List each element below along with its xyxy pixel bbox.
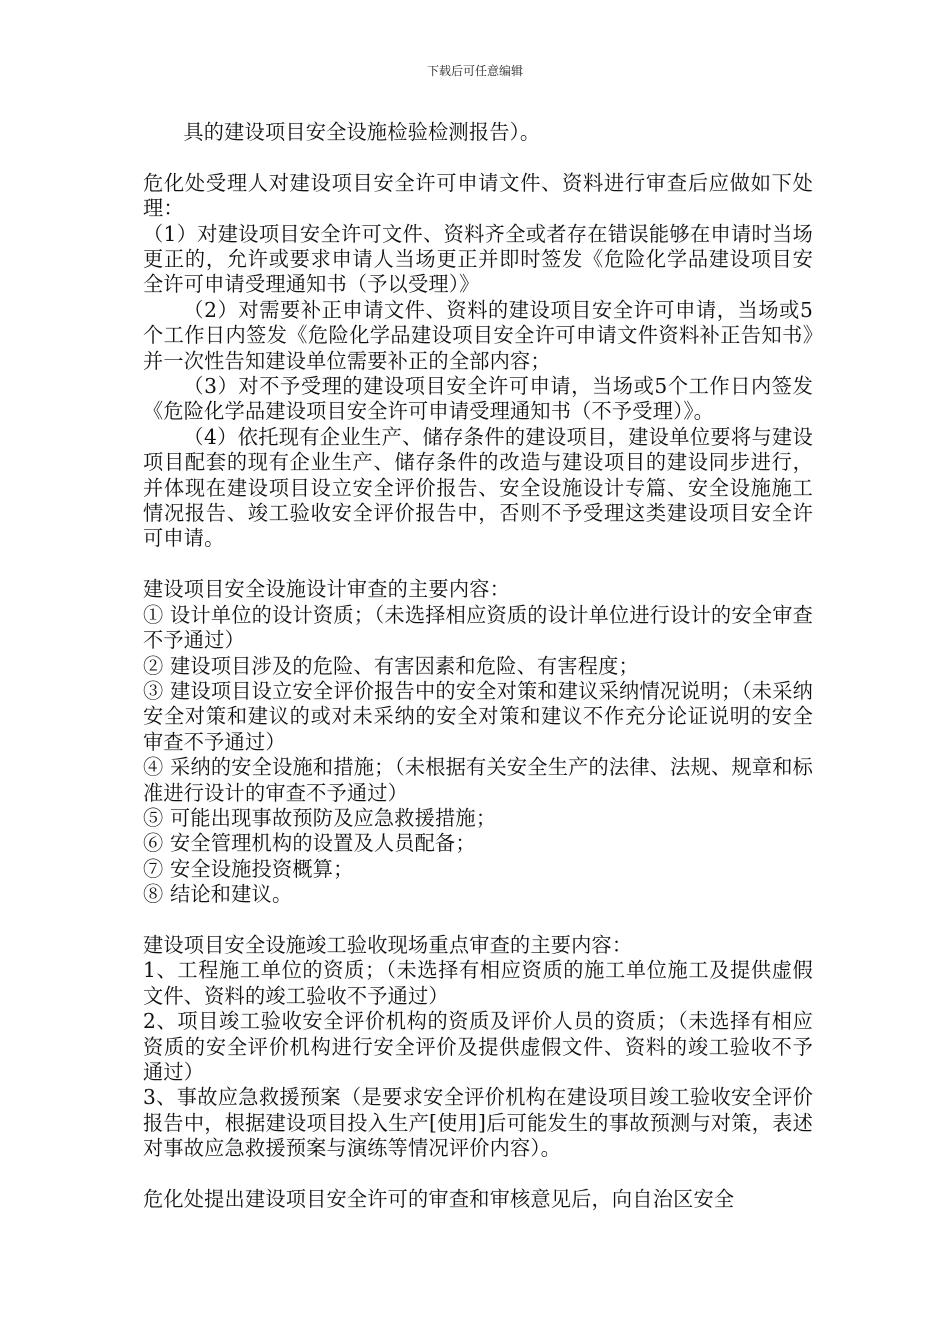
processing-item-1: （1）对建设项目安全许可文件、资料齐全或者存在错误能够在申请时当场更正的，允许或要求申请人当场更正并即时签发《危险化学品建设项目安全许可申请受理通知书（予以受理）》 bbox=[143, 221, 813, 297]
design-review-item-4: ④ 采纳的安全设施和措施；（未根据有关安全生产的法律、法规、规章和标准进行设计的审查不予通过） bbox=[143, 755, 813, 805]
paragraph-spacer bbox=[143, 145, 813, 170]
closing-paragraph: 危化处提出建设项目安全许可的审查和审核意见后，向自治区安全 bbox=[143, 1187, 735, 1211]
paragraph-spacer bbox=[143, 908, 813, 933]
processing-item-2: （2）对需要补正申请文件、资料的建设项目安全许可申请，当场或5个工作日内签发《危险化学品建设项目安全许可申请文件资料补正告知书》并一次性告知建设单位需要补正的全部内容； bbox=[143, 297, 813, 373]
processing-item-3: （3）对不予受理的建设项目安全许可申请，当场或5个工作日内签发《危险化学品建设项目安全许可申请受理通知书（不予受理）》。 bbox=[143, 374, 813, 424]
intro-paragraph-tail: 具的建设项目安全设施检验检测报告）。 bbox=[183, 120, 541, 144]
design-review-item-7: ⑦ 安全设施投资概算； bbox=[143, 856, 354, 881]
design-review-item-6: ⑥ 安全管理机构的设置及人员配备； bbox=[143, 831, 476, 856]
design-review-item-1: ① 设计单位的设计资质；（未选择相应资质的设计单位进行设计的安全审查不予通过） bbox=[143, 602, 813, 653]
design-review-item-5: ⑤ 可能出现事故预防及应急救援措施； bbox=[143, 805, 497, 830]
design-review-item-8: ⑧ 结论和建议。 bbox=[143, 882, 293, 907]
completion-review-item-3: 3、事故应急救援预案（是要求安全评价机构在建设项目竣工验收安全评价报告中，根据建设项目投入生产[使用]后可能发生的事故预测与对策，表述对事故应急救援预案与演练等情况评价内容）。 bbox=[143, 1085, 813, 1161]
page-header: 下载后可任意编辑 bbox=[426, 64, 523, 78]
paragraph-spacer bbox=[143, 552, 813, 577]
processing-lead-paragraph: 危化处受理人对建设项目安全许可申请文件、资料进行审查后应做如下处理： bbox=[143, 170, 813, 221]
completion-review-item-2: 2、项目竣工验收安全评价机构的资质及评价人员的资质；（未选择有相应资质的安全评价机构进行安全评价及提供虚假文件、资料的竣工验收不予通过） bbox=[143, 1009, 813, 1084]
paragraph-spacer bbox=[143, 1162, 813, 1187]
design-review-item-2: ② 建设项目涉及的危险、有害因素和危险、有害程度； bbox=[143, 653, 639, 678]
document-body bbox=[143, 120, 813, 1212]
design-review-item-3: ③ 建设项目设立安全评价报告中的安全对策和建议采纳情况说明；（未采纳安全对策和建议的或对未采纳的安全对策和建议不作充分论证说明的安全审查不予通过） bbox=[143, 678, 813, 754]
design-review-heading: 建设项目安全设施设计审查的主要内容： bbox=[143, 577, 510, 602]
completion-review-item-1: 1、工程施工单位的资质；（未选择有相应资质的施工单位施工及提供虚假文件、资料的竣工验收不予通过） bbox=[143, 958, 813, 1008]
processing-item-4: （4）依托现有企业生产、储存条件的建设项目，建设单位要将与建设项目配套的现有企业生产、储存条件的改造与建设项目的建设同步进行，并体现在建设项目设立安全评价报告、安全设施设计专篇、安全设施施工情况报告、竣工验收安全评价报告中，否则不予受理这类建设项目安全许可申请。 bbox=[143, 424, 813, 551]
completion-review-heading: 建设项目安全设施竣工验收现场重点审查的主要内容： bbox=[143, 932, 633, 957]
